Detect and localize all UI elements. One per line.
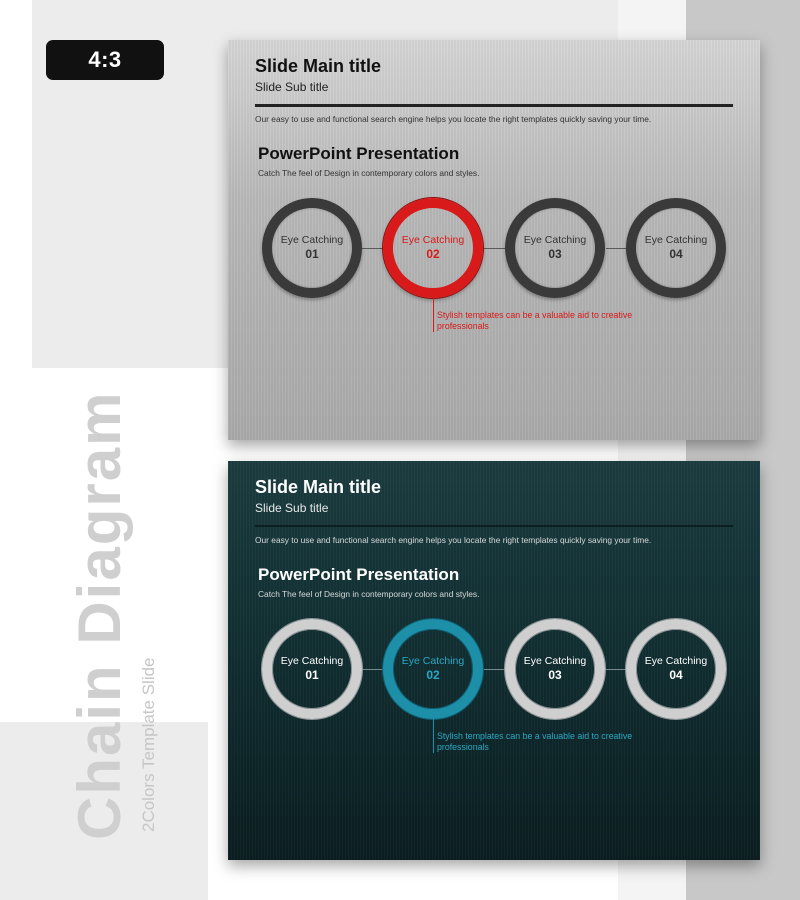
chain-connector <box>484 669 506 670</box>
ring-label: Eye Catching <box>644 234 708 246</box>
chain-ring-03 <box>505 198 605 298</box>
chain-connector <box>362 669 384 670</box>
callout-line <box>433 298 434 332</box>
ring-label: Eye Catching <box>401 655 465 667</box>
slide-main-title: Slide Main title <box>255 56 382 76</box>
ring-label: Eye Catching <box>644 655 708 667</box>
ring-label: Eye Catching <box>280 234 344 246</box>
chain-ring-04 <box>626 619 726 719</box>
ring-number: 01 <box>305 668 319 682</box>
slide-preview-dark[interactable] <box>228 461 760 860</box>
chain-connector <box>606 248 628 249</box>
ring-number: 04 <box>669 668 683 682</box>
side-subtitle: 2Colors Template Slide <box>139 657 158 832</box>
slide-description: Our easy to use and functional search engine helps you locate the right templates quickly saving your time. <box>255 114 652 124</box>
ring-number: 01 <box>305 247 319 261</box>
chain-ring-04 <box>626 198 726 298</box>
title-divider <box>255 104 733 107</box>
presentation-heading: PowerPoint Presentation <box>258 565 460 584</box>
chain-ring-01 <box>262 619 362 719</box>
presentation-caption: Catch The feel of Design in contemporary colors and styles. <box>258 168 480 178</box>
ring-number: 02 <box>426 668 440 682</box>
chain-ring-03 <box>505 619 605 719</box>
ring-label: Eye Catching <box>523 655 587 667</box>
callout-text: Stylish templates can be a valuable aid to creative professionals <box>437 310 633 331</box>
ring-label: Eye Catching <box>523 234 587 246</box>
ring-label: Eye Catching <box>280 655 344 667</box>
slide-sub-title: Slide Sub title <box>255 501 329 515</box>
slide-main-title: Slide Main title <box>255 477 382 497</box>
chain-ring-01 <box>262 198 362 298</box>
aspect-ratio-badge: 4:3 <box>46 40 164 80</box>
ring-label: Eye Catching <box>401 234 465 246</box>
ring-number: 03 <box>548 668 562 682</box>
ring-number: 03 <box>548 247 562 261</box>
slide-sub-title: Slide Sub title <box>255 80 329 94</box>
ring-number: 02 <box>426 247 440 261</box>
chain-connector <box>606 669 628 670</box>
slide-description: Our easy to use and functional search engine helps you locate the right templates quickly saving your time. <box>255 535 652 545</box>
callout-line <box>433 719 434 753</box>
presentation-caption: Catch The feel of Design in contemporary colors and styles. <box>258 589 480 599</box>
ring-number: 04 <box>669 247 683 261</box>
presentation-heading: PowerPoint Presentation <box>258 144 460 163</box>
chain-ring-02 <box>383 619 483 719</box>
chain-ring-02 <box>383 198 483 298</box>
side-title: Chain Diagram <box>66 390 133 840</box>
title-divider <box>255 525 733 527</box>
chain-connector <box>362 248 384 249</box>
chain-connector <box>484 248 506 249</box>
slide-preview-light[interactable] <box>228 40 760 440</box>
callout-text: Stylish templates can be a valuable aid to creative professionals <box>437 731 633 752</box>
side-title-block <box>66 390 162 840</box>
